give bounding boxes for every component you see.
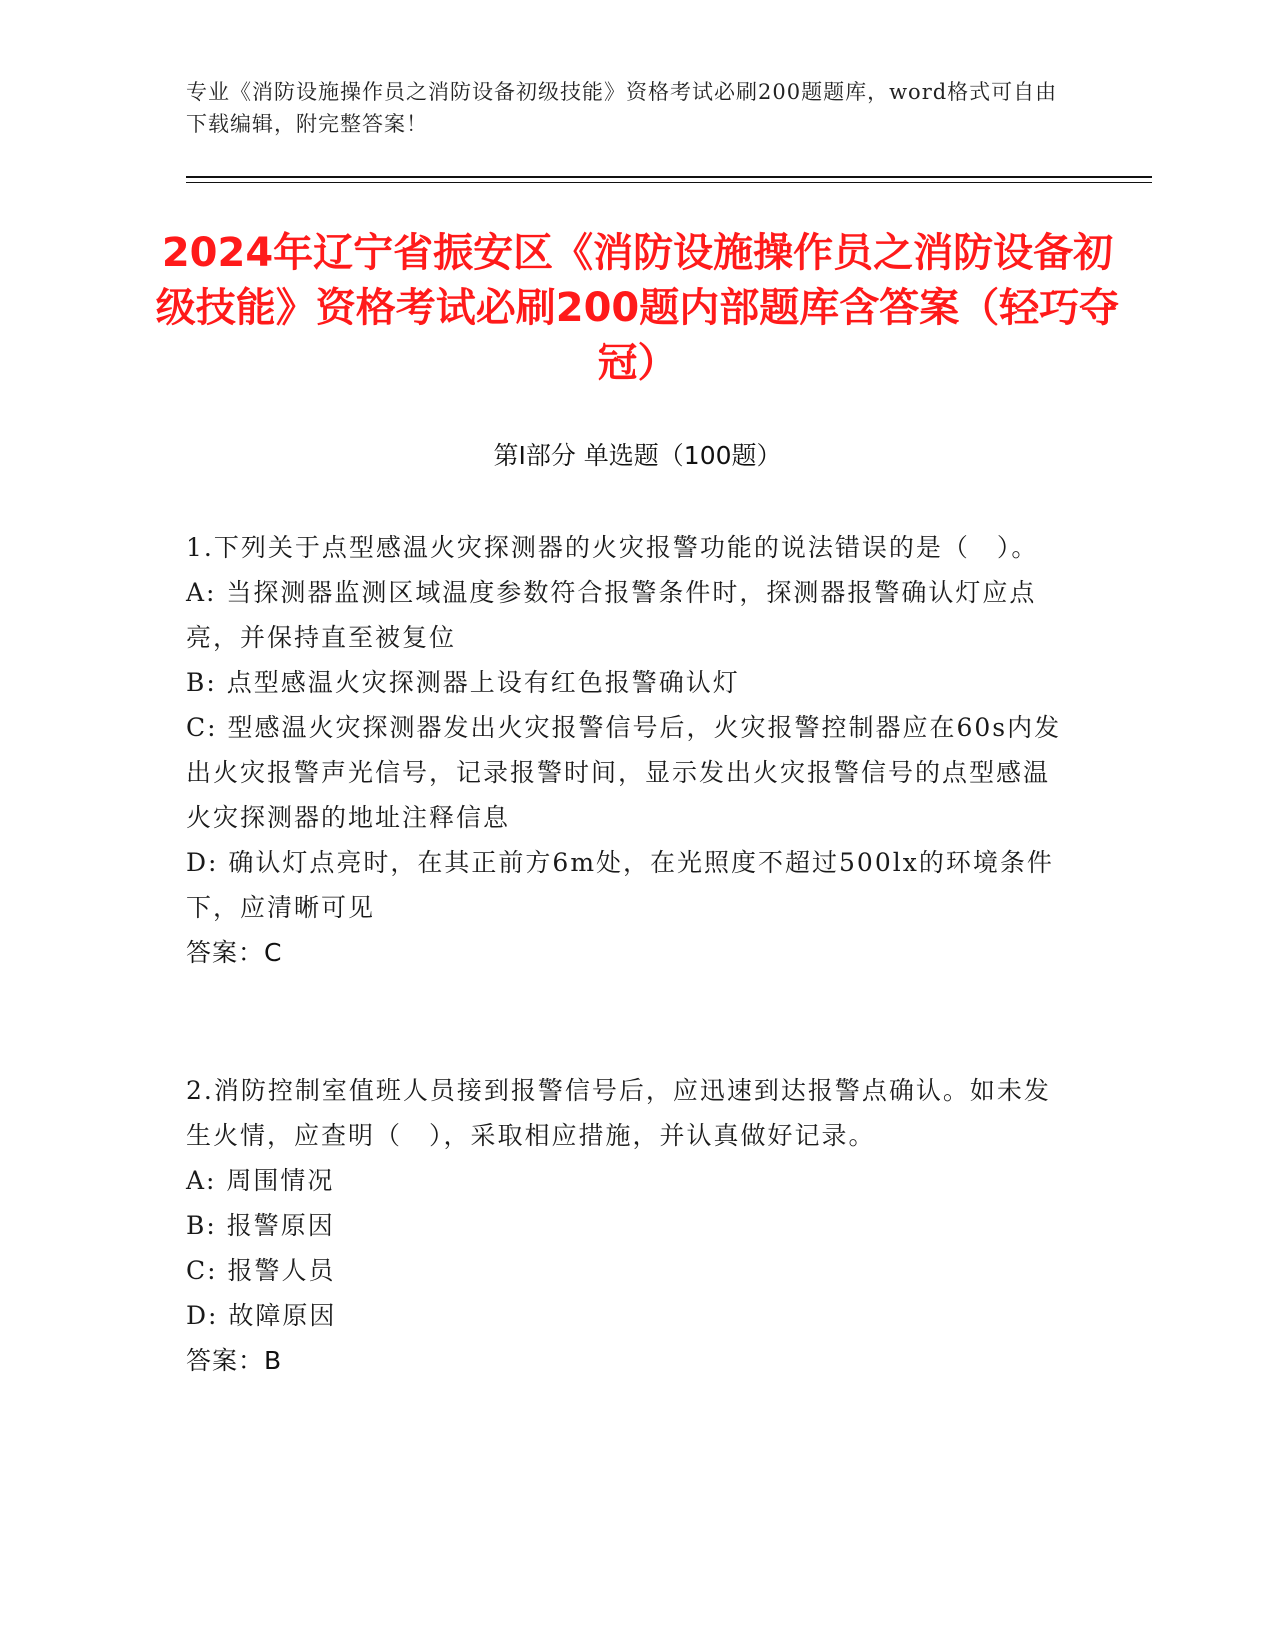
- option-c: C: 型感温火灾探测器发出火灾报警信号后，火灾报警控制器应在60s内发出火灾报警声光信号，记录报警时间，显示发出火灾报警信号的点型感温火灾探测器的地址注释信息: [186, 713, 1062, 832]
- header-divider-thick: [186, 176, 1152, 178]
- header-note: 专业《消防设施操作员之消防设备初级技能》资格考试必刷200题题库，word格式可自由下载编辑，附完整答案！: [186, 80, 1058, 136]
- option-d: D: 故障原因: [186, 1301, 337, 1330]
- answer-line: 答案：C: [186, 938, 283, 967]
- answer-line: 答案：B: [186, 1346, 283, 1375]
- question-block: [186, 1068, 1068, 1383]
- question-block: [186, 525, 1068, 975]
- header-divider-thin: [186, 182, 1152, 183]
- document-title: 2024年辽宁省振安区《消防设施操作员之消防设备初级技能》资格考试必刷200题内部题库含答案（轻巧夺冠）: [155, 230, 1120, 386]
- question-stem: 2.消防控制室值班人员接到报警信号后，应迅速到达报警点确认。如未发生火情，应查明（ ），采取相应措施，并认真做好记录。: [186, 1076, 1051, 1150]
- option-c: C: 报警人员: [186, 1256, 336, 1285]
- option-b: B: 报警原因: [186, 1211, 335, 1240]
- section-title: 第I部分 单选题（100题）: [493, 441, 782, 470]
- option-a: A: 当探测器监测区域温度参数符合报警条件时，探测器报警确认灯应点亮，并保持直至被复位: [186, 578, 1037, 652]
- question-stem: 1.下列关于点型感温火灾探测器的火灾报警功能的说法错误的是（ ）。: [186, 533, 1039, 562]
- option-b: B: 点型感温火灾探测器上设有红色报警确认灯: [186, 668, 740, 697]
- option-d: D: 确认灯点亮时，在其正前方6m处，在光照度不超过500lx的环境条件下，应清晰可见: [186, 848, 1054, 922]
- option-a: A: 周围情况: [186, 1166, 335, 1195]
